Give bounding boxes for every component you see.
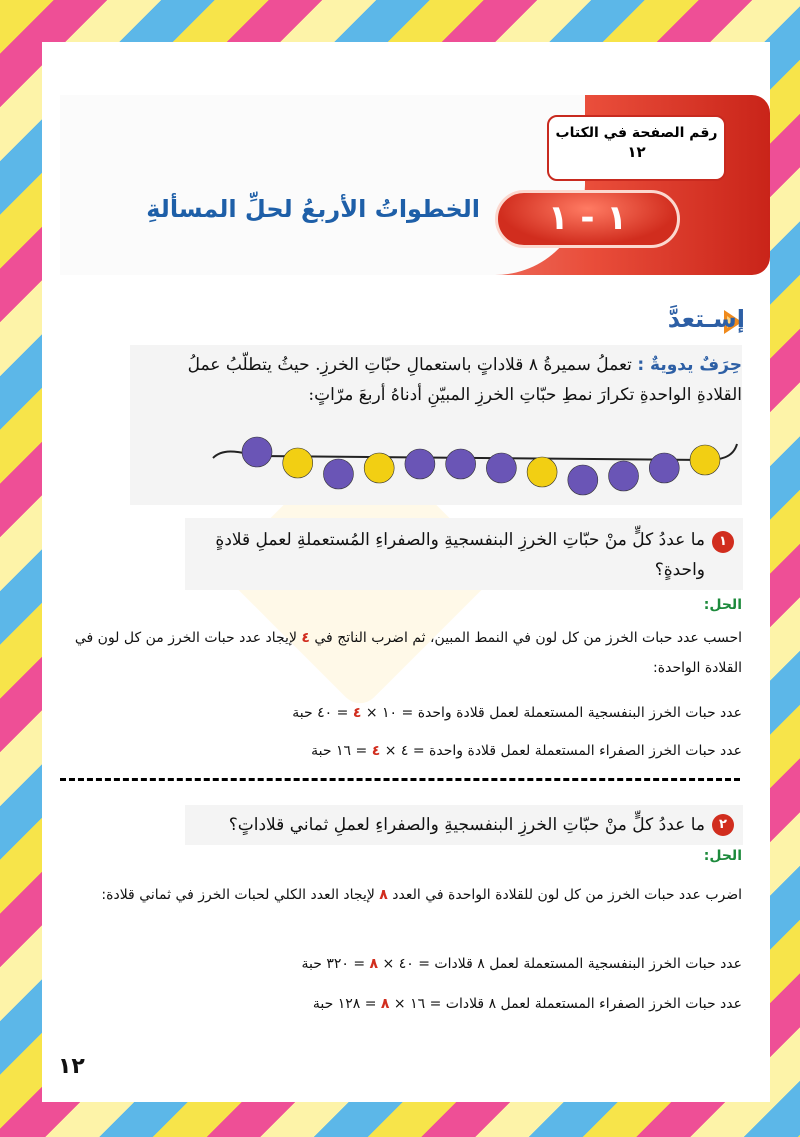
question-2-explanation: اضرب عدد حبات الخرز من كل لون للقلادة الواحدة في العدد ٨ لإيجاد العدد الكلي لحبات الخرز في ثماني قلادة:: [101, 887, 742, 903]
purple-bead: [323, 459, 353, 489]
question-1-calc-yellow: عدد حبات الخرز الصفراء المستعملة لعمل قلادة واحدة = ٤ × ٤ = ١٦ حبة: [311, 743, 742, 759]
question-1-solution-label: الحل:: [703, 597, 742, 613]
lesson-number-badge: ١ - ١: [495, 190, 680, 248]
question-1-text: ما عددُ كلٍّ منْ حبّاتِ الخرزِ البنفسجيةِ والصفراءِ المُستعملةِ لعملِ قلادةٍ واحدةٍ؟: [215, 530, 705, 580]
intro-label: حِرَفٌ يدويةٌ :: [637, 355, 742, 375]
purple-bead: [609, 461, 639, 491]
question-1-number-badge: ١: [712, 531, 734, 553]
question-2-calc-purple: عدد حبات الخرز البنفسجية المستعملة لعمل ٨ قلادات = ٤٠ × ٨ = ٣٢٠ حبة: [301, 956, 742, 972]
purple-bead: [405, 449, 435, 479]
book-page-reference: [547, 115, 726, 181]
question-1-factor: ٤: [301, 630, 310, 646]
yellow-bead: [527, 457, 557, 487]
question-2-text: ما عددُ كلٍّ منْ حبّاتِ الخرزِ البنفسجيةِ والصفراءِ لعملِ ثماني قلاداتٍ؟: [228, 815, 705, 835]
yellow-bead: [283, 448, 313, 478]
question-2-solution-label: الحل:: [703, 848, 742, 864]
question-1-calc-purple: عدد حبات الخرز البنفسجية المستعملة لعمل قلادة واحدة = ١٠ × ٤ = ٤٠ حبة: [292, 705, 742, 721]
purple-bead: [486, 453, 516, 483]
bead-group: [242, 437, 720, 495]
purple-bead: [649, 453, 679, 483]
section-divider: [60, 778, 740, 781]
question-2-calc-yellow: عدد حبات الخرز الصفراء المستعملة لعمل ٨ قلادات = ١٦ × ٨ = ١٢٨ حبة: [312, 996, 742, 1012]
page-ref-number: ١٢: [627, 143, 646, 161]
yellow-bead: [364, 453, 394, 483]
question-2-number-badge: ٢: [712, 814, 734, 836]
intro-body: تعملُ سميرةُ ٨ قلاداتٍ باستعمالِ حبّاتِ الخرزِ. حيثُ يتطلّبُ عملُ القلادةِ الواحدةِ تكرارَ نمطِ حبّاتِ الخرزِ المبيّنِ أدناهُ أربعَ مرّاتٍ:: [187, 355, 742, 405]
question-2-factor: ٨: [379, 887, 388, 903]
page-ref-label: رقم الصفحة في الكتاب: [555, 125, 718, 141]
yellow-bead: [690, 445, 720, 475]
bead-necklace-illustration: [205, 430, 745, 505]
lesson-title: الخطواتُ الأربعُ لحلِّ المسألةِ: [146, 195, 480, 223]
purple-bead: [242, 437, 272, 467]
header-white-area: [60, 95, 585, 275]
purple-bead: [568, 465, 598, 495]
page-number: ١٢: [58, 1054, 85, 1079]
question-1-explanation: احسب عدد حبات الخرز من كل لون في النمط المبين، ثم اضرب الناتج في ٤ لإيجاد عدد حبات الخرز من كل لون في القلادة الواحدة:: [74, 630, 742, 676]
warmup-heading: إسـتعدَّ: [667, 305, 745, 333]
purple-bead: [446, 449, 476, 479]
lesson-header: [60, 95, 770, 275]
intro-paragraph: [150, 350, 742, 410]
